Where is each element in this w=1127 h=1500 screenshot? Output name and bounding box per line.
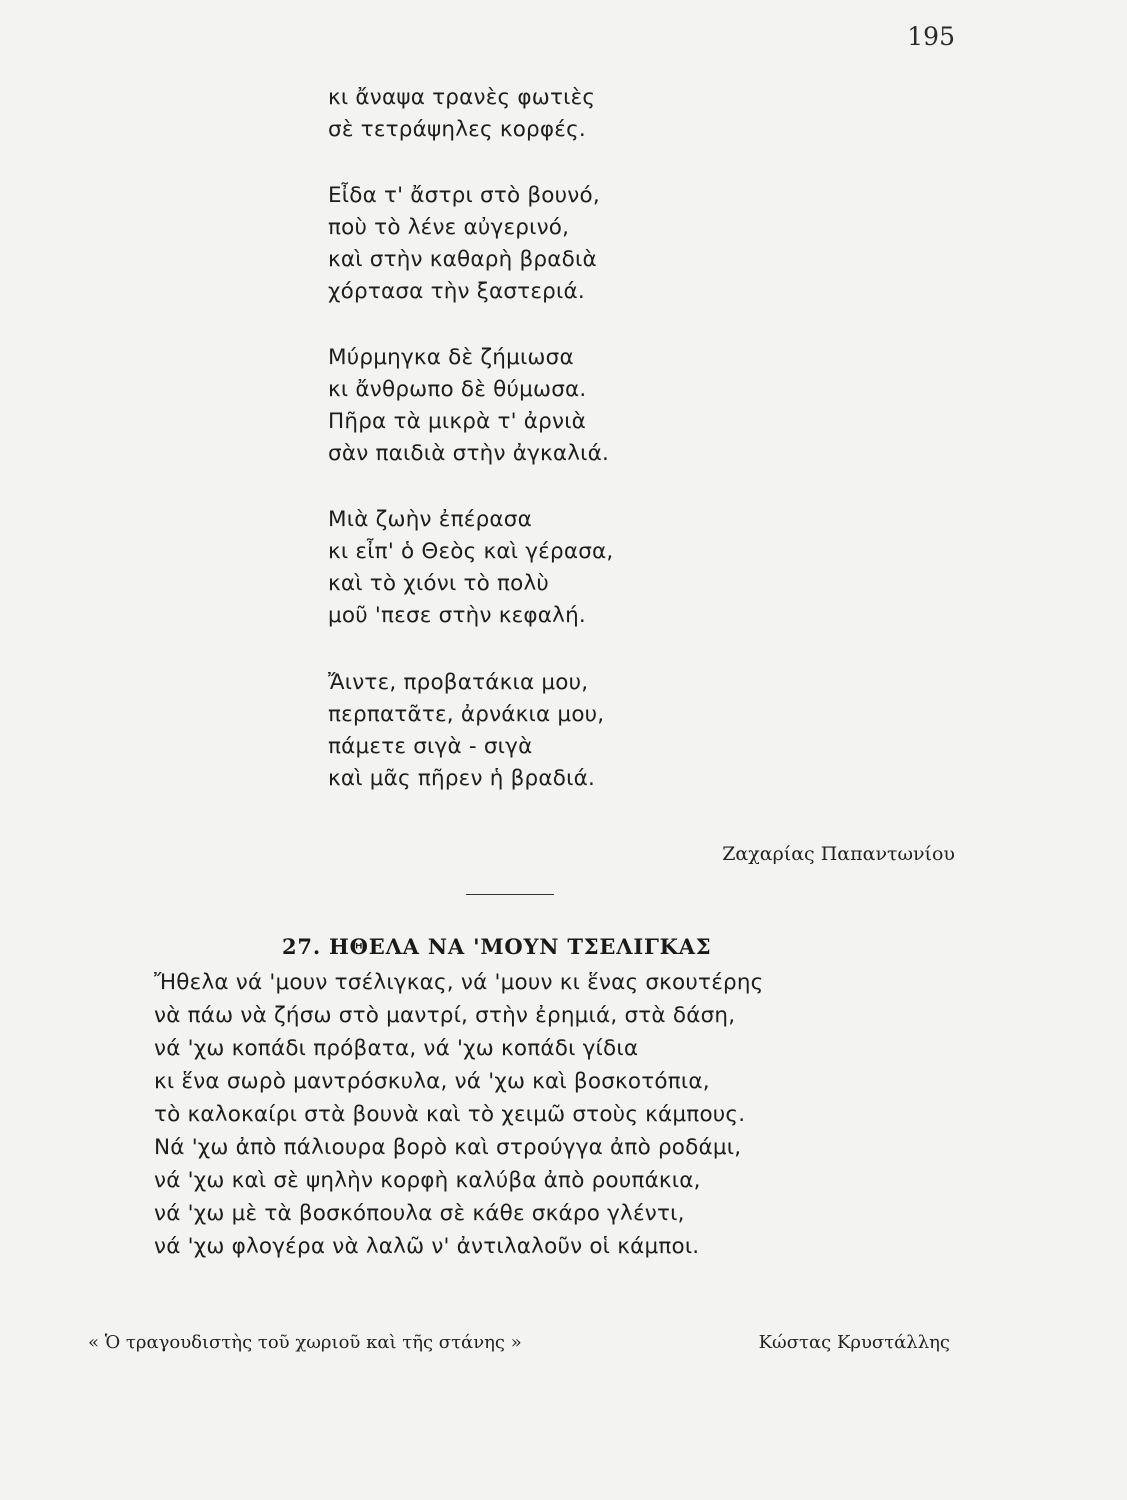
poem-line: κι ἄναψα τρανὲς φωτιὲς bbox=[328, 85, 596, 110]
section-divider bbox=[466, 894, 554, 895]
poem-line: τὸ καλοκαίρι στὰ βουνὰ καὶ τὸ χειμῶ στοὺς κάμπους. bbox=[154, 1102, 746, 1127]
poem-line: Μύρμηγκα δὲ ζήμιωσα bbox=[328, 345, 574, 370]
poem-line: μοῦ 'πεσε στὴν κεφαλή. bbox=[328, 603, 586, 628]
poem2-source: « Ὁ τραγουδιστὴς τοῦ χωριοῦ καὶ τῆς στάνης » bbox=[88, 1332, 522, 1353]
poem-line: περπατᾶτε, ἀρνάκια μου, bbox=[328, 702, 605, 727]
poem-line: νά 'χω μὲ τὰ βοσκόπουλα σὲ κάθε σκάρο γλέντι, bbox=[154, 1201, 685, 1226]
poem1-stanza-2 bbox=[328, 180, 600, 308]
poem-line: καὶ μᾶς πῆρεν ἡ βραδιά. bbox=[328, 766, 595, 791]
poem-line: καὶ τὸ χιόνι τὸ πολὺ bbox=[328, 571, 550, 596]
poem-line: χόρτασα τὴν ξαστεριά. bbox=[328, 279, 585, 304]
poem2-title: 27. ΗΘΕΛΑ ΝΑ 'ΜΟΥΝ ΤΣΕΛΙΓΚΑΣ bbox=[282, 934, 712, 959]
poem-line: Ἤθελα νά 'μουν τσέλιγκας, νά 'μουν κι ἕνας σκουτέρης bbox=[154, 970, 764, 995]
poem-line: κι ἕνα σωρὸ μαντρόσκυλα, νά 'χω καὶ βοσκοτόπια, bbox=[154, 1069, 710, 1094]
poem-line: Μιὰ ζωὴν ἐπέρασα bbox=[328, 507, 533, 532]
poem-line: ποὺ τὸ λένε αὐγερινό, bbox=[328, 215, 570, 240]
poem-line: νά 'χω φλογέρα νὰ λαλῶ ν' ἀντιλαλοῦν οἱ κάμποι. bbox=[154, 1234, 700, 1259]
poem-line: Ἄιντε, προβατάκια μου, bbox=[328, 670, 589, 695]
poem-line: νά 'χω καὶ σὲ ψηλὴν κορφὴ καλύβα ἀπὸ ρουπάκια, bbox=[154, 1168, 701, 1193]
poem-line: κι ἄνθρωπο δὲ θύμωσα. bbox=[328, 377, 587, 402]
poem-line: Πῆρα τὰ μικρὰ τ' ἀρνιὰ bbox=[328, 409, 587, 434]
poem-line: κι εἶπ' ὁ Θεὸς καὶ γέρασα, bbox=[328, 539, 614, 564]
poem-line: σὰν παιδιὰ στὴν ἀγκαλιά. bbox=[328, 441, 610, 466]
poem-line: πάμετε σιγὰ - σιγὰ bbox=[328, 734, 533, 759]
poem1-stanza-1 bbox=[328, 82, 595, 146]
poem1-author: Ζαχαρίας Παπαντωνίου bbox=[722, 843, 955, 865]
poem-line: Νά 'χω ἀπὸ πάλιουρα βορὸ καὶ στρούγγα ἀπὸ ροδάμι, bbox=[154, 1135, 742, 1160]
poem2-footer bbox=[88, 1332, 950, 1353]
poem2-author: Κώστας Κρυστάλλης bbox=[758, 1332, 950, 1353]
poem1-stanza-4 bbox=[328, 504, 613, 632]
poem2-body bbox=[154, 966, 764, 1263]
page-number: 195 bbox=[907, 22, 955, 51]
poem-line: νά 'χω κοπάδι πρόβατα, νά 'χω κοπάδι γίδια bbox=[154, 1036, 639, 1061]
poem-line: Εἶδα τ' ἄστρι στὸ βουνό, bbox=[328, 183, 600, 208]
poem1-stanza-3 bbox=[328, 342, 609, 470]
poem-line: καὶ στὴν καθαρὴ βραδιὰ bbox=[328, 247, 597, 272]
poem-line: σὲ τετράψηλες κορφές. bbox=[328, 117, 586, 142]
poem-line: νὰ πάω νὰ ζήσω στὸ μαντρί, στὴν ἐρημιά, στὰ δάση, bbox=[154, 1003, 736, 1028]
poem1-stanza-5 bbox=[328, 667, 604, 795]
